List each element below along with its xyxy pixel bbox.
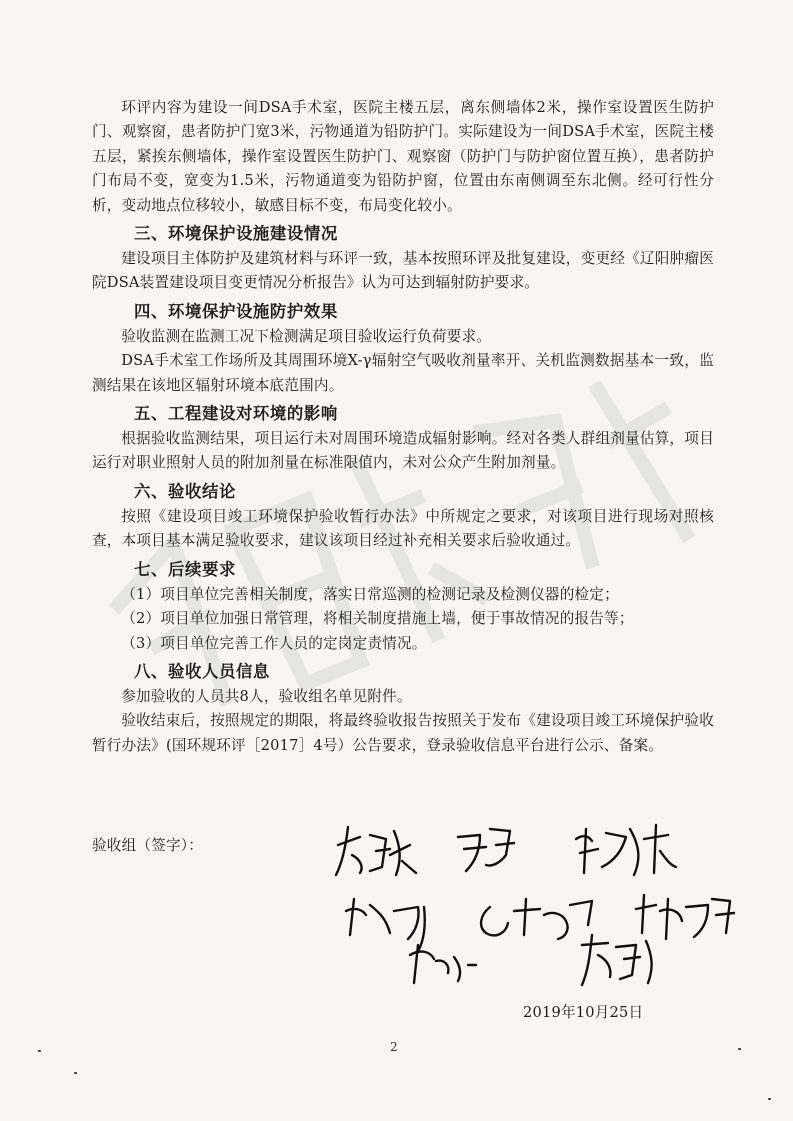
scan-speck [38,1050,41,1052]
follow-up-item: （3）项目单位完善工作人员的定岗定责情况。 [121,634,427,652]
signature-scribbles [330,815,750,995]
section-facilities-paragraph: 建设项目主体防护及建筑材料与环评一致，基本按照环评及批复建设，变更经《辽阳肿瘤医院DSA装置建设项目变更情况分析报告》认为可达到辐射防护要求。 [92,250,714,292]
follow-up-item: （2）项目单位加强日常管理，将相关制度措施上墙，便于事故情况的报告等； [121,610,634,628]
section-heading-personnel: 八、验收人员信息 [134,661,270,681]
signature-label: 验收组（签字）： [92,837,204,854]
section-personnel-paragraph-1: 参加验收的人员共8人，验收组名单见附件。 [121,687,412,705]
section-protection-paragraph-2: DSA手术室工作场所及其周围环境X-γ辐射空气吸收剂量率开、关机监测数据基本一致，监测结果在该地区辐射环境本底范围内。 [92,352,714,394]
section-heading-conclusion: 六、验收结论 [134,481,236,501]
section-protection-paragraph-1: 验收监测在监测工况下检测满足项目验收运行负荷要求。 [121,327,492,345]
intro-paragraph: 环评内容为建设一间DSA手术室，医院主楼五层，离东侧墙体2米，操作室设置医生防护门、观察窗，患者防护门宽3米，污物通道为铅防护门。实际建设为一间DSA手术室，医院主楼五层，紧挨东侧墙体，操作室设置医生防护门、观察窗（防护门与防护窗位置互换），患者防护门布局不变，宽变为1.5米，污物通道变为铅防护窗，位置由东南侧调至东北侧。经可行性分析，变动地点位移较小，敏感目标不变，布局变化较小。 [92,99,714,214]
section-heading-protection-effect: 四、环境保护设施防护效果 [134,301,338,321]
section-personnel-paragraph-2: 验收结束后，按照规定的期限，将最终验收报告按照关于发布《建设项目竣工环境保护验收暂行办法》(国环规环评［2017］4号）公告要求，登录验收信息平台进行公示、备案。 [92,712,714,754]
section-impact-paragraph: 根据验收监测结果，项目运行未对周围环境造成辐射影响。经对各类人群组剂量估算，项目运行对职业照射人员的附加剂量在标准限值内，未对公众产生附加剂量。 [92,430,714,472]
section-heading-follow-up: 七、后续要求 [134,559,236,579]
follow-up-item: （1）项目单位完善相关制度，落实日常巡测的检测记录及检测仪器的检定； [121,585,619,603]
handwritten-signatures [330,815,750,995]
scan-speck [738,1048,741,1050]
page-number: 2 [390,1040,398,1054]
scan-speck [74,1072,77,1074]
signature-date: 2019年10月25日 [523,1004,644,1021]
scan-speck [768,1098,771,1100]
section-heading-facilities: 三、环境保护设施建设情况 [134,224,338,244]
document-body [92,96,714,758]
section-heading-environmental-impact: 五、工程建设对环境的影响 [134,404,338,424]
section-conclusion-paragraph: 按照《建设项目竣工环境保护验收暂行办法》中所规定之要求，对该项目进行现场对照核查，本项目基本满足验收要求，建议该项目经过补充相关要求后验收通过。 [92,507,714,550]
